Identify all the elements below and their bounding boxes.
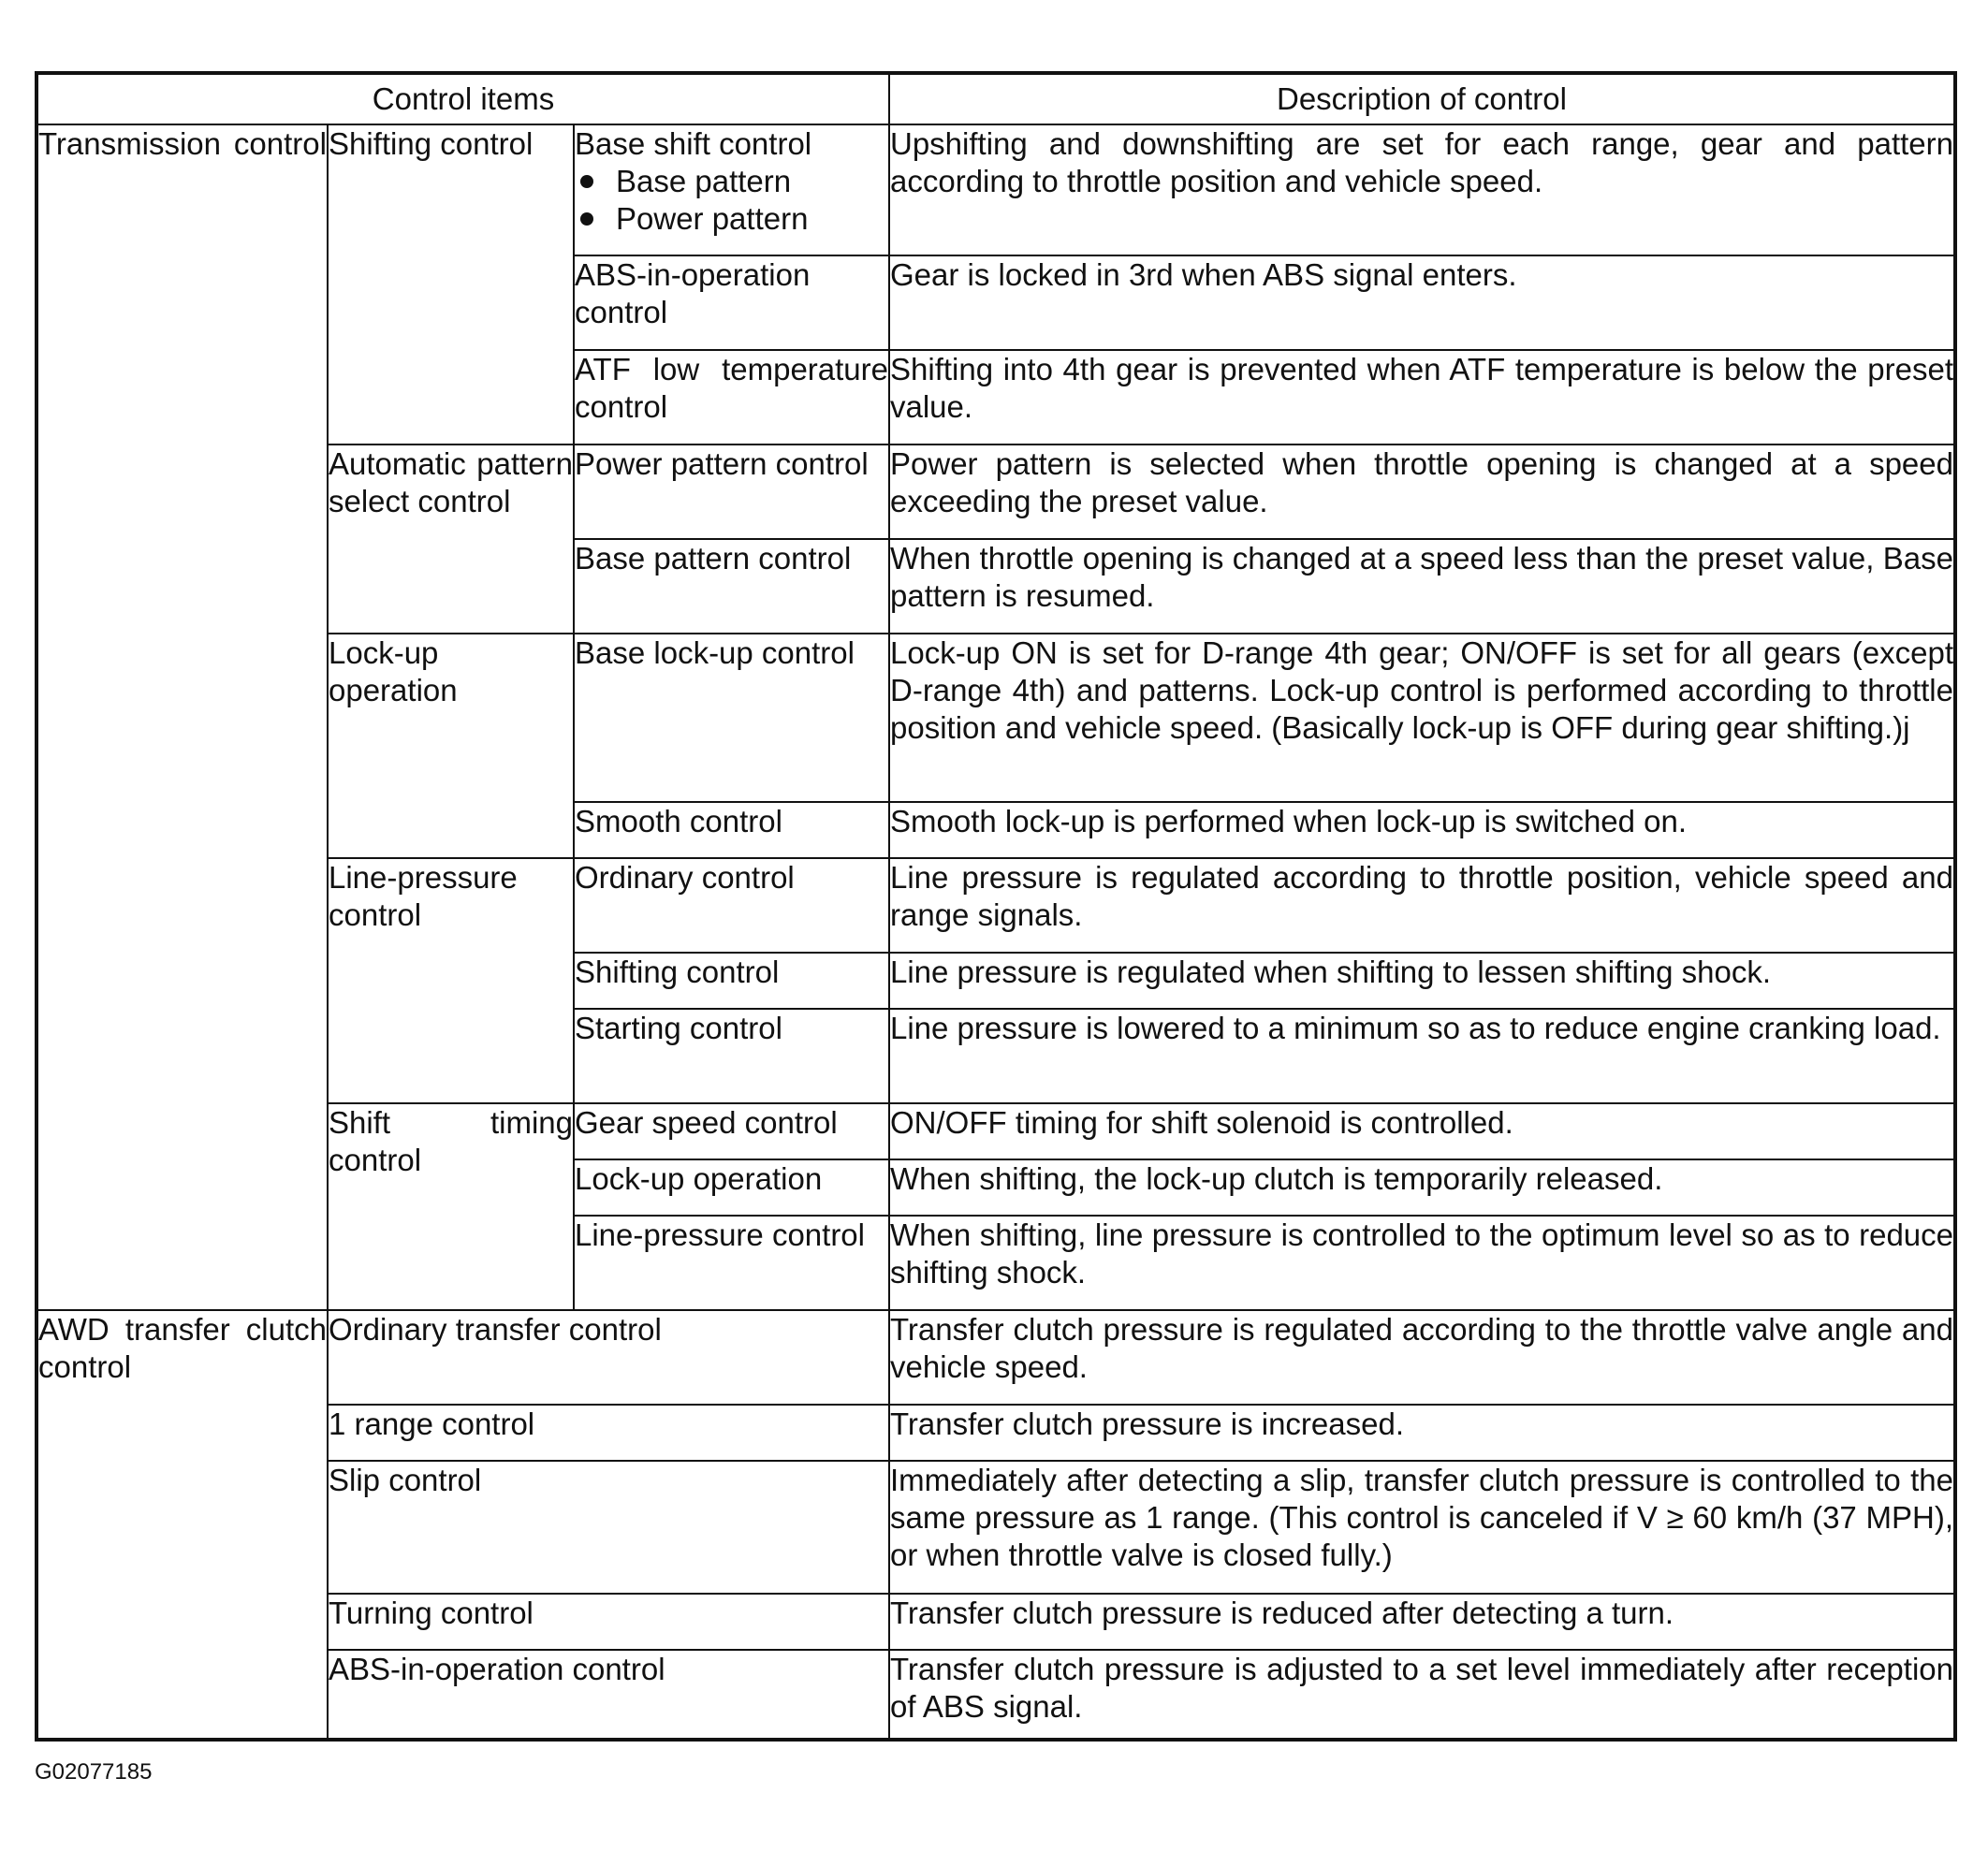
item-ordinary-transfer-control: Ordinary transfer control — [328, 1310, 889, 1405]
item-ordinary-control: Ordinary control — [574, 858, 889, 953]
desc-ordinary-control: Line pressure is regulated according to throttle position, vehicle speed and range signals. — [889, 858, 1955, 953]
item-line-pressure-control: Line-pressure control — [574, 1216, 889, 1310]
item-power-pattern-control: Power pattern control — [574, 445, 889, 539]
sub-lock-up-operation: Lock-up operation — [328, 634, 574, 858]
desc-lock-up-operation: When shifting, the lock-up clutch is temporarily released. — [889, 1159, 1955, 1216]
header-description: Description of control — [889, 73, 1955, 124]
desc-line-pressure-control: When shifting, line pressure is controlled to the optimum level so as to reduce shifting shock. — [889, 1216, 1955, 1310]
item-shifting-control: Shifting control — [574, 953, 889, 1009]
item-starting-control: Starting control — [574, 1009, 889, 1103]
group-awd-transfer-clutch-control — [37, 1310, 328, 1740]
item-smooth-control: Smooth control — [574, 802, 889, 858]
group-label: Transmission control — [38, 126, 327, 161]
desc-gear-speed-control: ON/OFF timing for shift solenoid is controlled. — [889, 1103, 1955, 1159]
item-label: Base shift control — [575, 126, 812, 161]
item-slip-control: Slip control — [328, 1461, 889, 1594]
group-label: AWD transfer clutch control — [38, 1312, 327, 1384]
desc-slip-control: Immediately after detecting a slip, transfer clutch pressure is controlled to the same pressure as 1 range. (This control is canceled if V ≥ 60 km/h (37 MPH), or when throttle valve is closed fully.) — [889, 1461, 1955, 1594]
item-base-pattern-control: Base pattern control — [574, 539, 889, 634]
table-row — [37, 124, 1955, 255]
desc-ordinary-transfer-control: Transfer clutch pressure is regulated according to the throttle valve angle and vehicle speed. — [889, 1310, 1955, 1405]
desc-abs-in-operation-control-awd: Transfer clutch pressure is adjusted to a set level immediately after reception of ABS signal. — [889, 1650, 1955, 1740]
desc-base-lock-up-control: Lock-up ON is set for D-range 4th gear; ON/OFF is set for all gears (except D-range 4th) and patterns. Lock-up control is performed according to throttle position and vehicle speed. (Basically lock-up is OFF during gear shifting.)j — [889, 634, 1955, 802]
bullet-label: Base pattern — [616, 164, 792, 198]
sub-shifting-control — [328, 124, 574, 445]
item-1-range-control: 1 range control — [328, 1405, 889, 1461]
sub-shift-timing-control: Shift timing control — [328, 1103, 574, 1310]
desc-abs-in-operation-control: Gear is locked in 3rd when ABS signal enters. — [889, 255, 1955, 350]
sub-automatic-pattern-select-control: Automatic pattern select control — [328, 445, 574, 634]
desc-smooth-control: Smooth lock-up is performed when lock-up is switched on. — [889, 802, 1955, 858]
bullet-label: Power pattern — [616, 201, 809, 236]
desc-turning-control: Transfer clutch pressure is reduced after detecting a turn. — [889, 1594, 1955, 1650]
desc-base-pattern-control: When throttle opening is changed at a speed less than the preset value, Base pattern is resumed. — [889, 539, 1955, 634]
list-item — [575, 163, 888, 200]
item-turning-control: Turning control — [328, 1594, 889, 1650]
table-header-row — [37, 73, 1955, 124]
control-table — [35, 71, 1957, 1742]
desc-power-pattern-control: Power pattern is selected when throttle opening is changed at a speed exceeding the preset value. — [889, 445, 1955, 539]
desc-1-range-control: Transfer clutch pressure is increased. — [889, 1405, 1955, 1461]
sub-label: Shifting control — [329, 126, 534, 161]
item-atf-low-temperature-control: ATF low temperature control — [574, 350, 889, 445]
desc-starting-control: Line pressure is lowered to a minimum so as to reduce engine cranking load. — [889, 1009, 1955, 1103]
pattern-list — [575, 163, 888, 238]
bullet-icon — [580, 212, 593, 226]
sub-line-pressure-control: Line-pressure control — [328, 858, 574, 1103]
desc-base-shift-control: Upshifting and downshifting are set for each range, gear and pattern according to throttle position and vehicle speed. — [889, 124, 1955, 255]
item-base-shift-control — [574, 124, 889, 255]
desc-shifting-control: Line pressure is regulated when shifting to lessen shifting shock. — [889, 953, 1955, 1009]
item-gear-speed-control: Gear speed control — [574, 1103, 889, 1159]
list-item — [575, 200, 888, 238]
item-lock-up-operation: Lock-up operation — [574, 1159, 889, 1216]
item-abs-in-operation-control-awd: ABS-in-operation control — [328, 1650, 889, 1740]
item-base-lock-up-control: Base lock-up control — [574, 634, 889, 802]
header-control-items: Control items — [37, 73, 889, 124]
item-abs-in-operation-control: ABS-in-operation control — [574, 255, 889, 350]
bullet-icon — [580, 175, 593, 188]
group-transmission-control — [37, 124, 328, 1310]
figure-code: G02077185 — [35, 1759, 153, 1785]
table-row — [37, 1310, 1955, 1405]
desc-atf-low-temperature-control: Shifting into 4th gear is prevented when ATF temperature is below the preset value. — [889, 350, 1955, 445]
